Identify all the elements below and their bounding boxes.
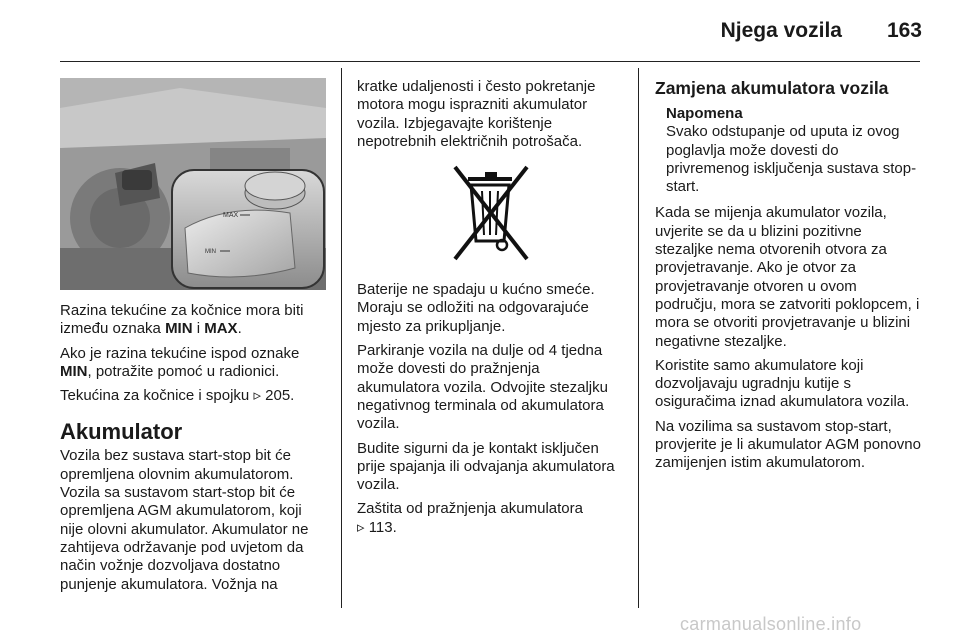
page-number: 163 bbox=[886, 19, 922, 42]
crossed-out-bin-icon bbox=[435, 163, 545, 263]
note-body: Svako odstupanje od uputa iz ovog poglavlja može dovesti do privremenog isključenja sustava stop-start. bbox=[666, 123, 917, 196]
parking-paragraph: Parkiranje vozila na dulje od 4 tjedna može dovesti do pražnjenja akumulatora vozila. Odvojite stezaljku negativnog terminala od akumulatora vozila. bbox=[357, 342, 608, 433]
ignition-paragraph: Budite sigurni da je kontakt isključen prije spajanja ili odvajanja akumulatora vozila. bbox=[357, 439, 615, 494]
note-title: Napomena bbox=[666, 105, 743, 122]
fuse-box-paragraph: Koristite samo akumulatore koji dozvoljavaju ugradnju kutije s osiguračima iznad akumulatora vozila. bbox=[655, 356, 910, 411]
short-trips-paragraph: kratke udaljenosti i često pokretanje motora mogu isprazniti akumulator vozila. Izbjegavajte korištenje nepotrebnih električnih potrošača. bbox=[357, 78, 596, 150]
replace-battery-heading: Zamjena akumulatora vozila bbox=[655, 78, 889, 98]
agm-paragraph: Na vozilima sa sustavom stop-start, provjerite je li akumulator AGM ponovno zamijenjen istim akumulatorom. bbox=[655, 417, 921, 472]
battery-heading: Akumulator bbox=[60, 419, 183, 445]
column-2 bbox=[357, 78, 623, 543]
reference-arrow-icon: ▹ bbox=[357, 518, 365, 536]
section-title: Njega vozila bbox=[720, 19, 842, 42]
disposal-paragraph: Baterije ne spadaju u kućno smeće. Moraju se odložiti na odgovarajuće mjesto za prikupljanje. bbox=[357, 281, 595, 335]
watermark: carmanualsonline.info bbox=[680, 614, 862, 634]
column-1 bbox=[60, 78, 326, 600]
discharge-reference: Zaštita od pražnjenja akumulatora ▹ 113. bbox=[357, 500, 583, 536]
column-divider bbox=[341, 68, 342, 608]
brake-fluid-reservoir-photo bbox=[60, 78, 326, 290]
note-box bbox=[655, 105, 921, 196]
max-mark-label: MAX bbox=[223, 212, 239, 219]
min-mark-label: MIN bbox=[205, 249, 216, 255]
fluid-level-paragraph: Razina tekućine za kočnice mora biti između oznaka MIN i MAX. bbox=[60, 302, 304, 338]
below-min-paragraph: Ako je razina tekućine ispod oznake MIN, potražite pomoć u radionici. bbox=[60, 344, 300, 380]
column-3 bbox=[655, 78, 921, 479]
vent-paragraph: Kada se mijenja akumulator vozila, uvjerite se da u blizini pozitivne stezaljke nema otvorenih otvora za provjetravanje. Ako je otvor za provjetravanje otvoren u ovom području, mora se zatvoriti poklopcem, i mora se otvoriti provjetravanje u blizini negativne stezaljke. bbox=[655, 204, 920, 350]
reference-arrow-icon: ▹ bbox=[253, 387, 261, 405]
page-header bbox=[0, 0, 960, 60]
column-divider bbox=[638, 68, 639, 608]
battery-intro-paragraph: Vozila bez sustava start-stop bit će opremljena olovnim akumulatorom. Vozila sa sustavom start-stop bit će opremljena AGM akumulatorom, koji nije olovni akumulator. Akumulator ne zahtijeva održavanje pod uvjetom da način vožnje dozvoljava dostatno punjenje akumulatora. Vožnja na bbox=[60, 447, 309, 593]
fluid-reference: Tekućina za kočnice i spojku ▹ 205. bbox=[60, 387, 295, 405]
header-rule bbox=[60, 61, 920, 62]
